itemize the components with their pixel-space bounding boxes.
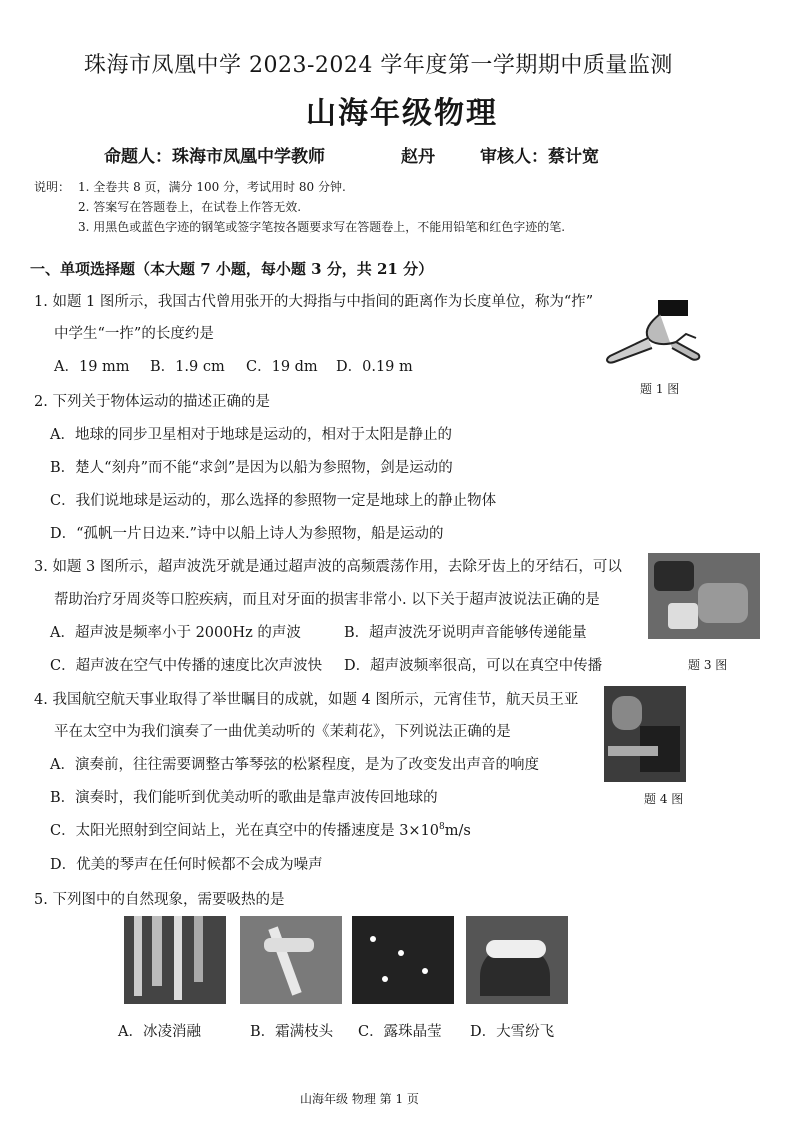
dew-drops-photo xyxy=(352,916,454,1004)
q3-option-b: B．超声波洗牙说明声音能够传递能量 xyxy=(344,625,587,641)
frost-branch-photo xyxy=(240,916,342,1004)
note-item: 2. 答案写在答题卷上，在试卷上作答无效. xyxy=(78,200,302,214)
q4-stem-cont: 平在太空中为我们演奏了一曲优美动听的《茉莉花》，下列说法正确的是 xyxy=(54,724,511,740)
hand-span-figure xyxy=(600,298,710,370)
notes-label: 说明： xyxy=(34,180,71,194)
q1-option-c: C．19 dm xyxy=(246,359,318,375)
reviewer: 审核人：蔡计宽 xyxy=(480,147,599,167)
q5-option-b: B．霜满枝头 xyxy=(250,1024,334,1040)
q4-option-c-exponent: 8 xyxy=(439,822,445,833)
q4-option-c xyxy=(50,819,471,840)
page-footer: 山海年级 物理 第 1 页 xyxy=(300,1092,419,1106)
q1-stem: 1. 如题 1 图所示，我国古代曾用张开的大拇指与中指间的距离作为长度单位，称为“拃” xyxy=(34,294,594,310)
q5-stem: 5. 下列图中的自然现象，需要吸热的是 xyxy=(34,892,285,908)
q1-option-d: D．0.19 m xyxy=(336,359,413,375)
q2-option-c: C．我们说地球是运动的，那么选择的参照物一定是地球上的静止物体 xyxy=(50,493,497,509)
icicles-melting-photo xyxy=(124,916,226,1004)
q4-option-d: D．优美的琴声在任何时候都不会成为噪声 xyxy=(50,857,323,873)
q2-option-b: B．楚人“刻舟”而不能“求剑”是因为以船为参照物，剑是运动的 xyxy=(50,460,453,476)
fig4-caption: 题 4 图 xyxy=(644,792,684,806)
q4-stem: 4. 我国航空航天事业取得了举世瞩目的成就，如题 4 图所示，元宵佳节，航天员王亚 xyxy=(34,692,579,708)
q4-option-b: B．演奏时，我们能听到优美动听的歌曲是靠声波传回地球的 xyxy=(50,790,438,806)
exam-title: 珠海市凤凰中学 2023-2024 学年度第一学期期中质量监测 xyxy=(84,53,673,78)
q3-option-c: C．超声波在空气中传播的速度比次声波快 xyxy=(50,658,323,674)
note-item: 3. 用黑色或蓝色字迹的钢笔或签字笔按各题要求写在答题卷上，不能用铅笔和红色字迹的笔. xyxy=(78,220,566,234)
q1-option-a: A．19 mm xyxy=(54,359,130,375)
q1-stem-cont: 中学生“一拃”的长度约是 xyxy=(54,326,214,342)
q2-option-a: A．地球的同步卫星相对于地球是运动的，相对于太阳是静止的 xyxy=(50,427,452,443)
q1-option-b: B．1.9 cm xyxy=(150,359,225,375)
q3-stem-cont: 帮助治疗牙周炎等口腔疾病，而且对牙面的损害非常小. 以下关于超声波说法正确的是 xyxy=(54,592,600,608)
q3-stem: 3. 如题 3 图所示，超声波洗牙就是通过超声波的高频震荡作用，去除牙齿上的牙结石，可以 xyxy=(34,559,622,575)
section-heading: 一、单项选择题（本大题 7 小题，每小题 3 分，共 21 分） xyxy=(30,260,434,278)
q5-option-c: C．露珠晶莹 xyxy=(358,1024,442,1040)
q3-option-a: A．超声波是频率小于 2000Hz 的声波 xyxy=(50,625,301,641)
fig3-caption: 题 3 图 xyxy=(688,658,728,672)
author-label: 命题人：珠海市凤凰中学教师 xyxy=(104,147,325,167)
q5-option-a: A．冰凌消融 xyxy=(118,1024,201,1040)
q4-option-c-unit: m/s xyxy=(444,823,471,839)
q4-option-a: A．演奏前，往往需要调整古筝琴弦的松紧程度，是为了改变发出声音的响度 xyxy=(50,757,539,773)
q2-option-d: D．“孤帆一片日边来.”诗中以船上诗人为参照物，船是运动的 xyxy=(50,526,444,542)
fig1-caption: 题 1 图 xyxy=(640,382,680,396)
snowfall-photo xyxy=(466,916,568,1004)
q3-option-d: D．超声波频率很高，可以在真空中传播 xyxy=(344,658,603,674)
q4-option-c-text: C．太阳光照射到空间站上，光在真空中的传播速度是 3×10 xyxy=(50,823,440,839)
q2-stem: 2. 下列关于物体运动的描述正确的是 xyxy=(34,394,270,410)
note-item: 1. 全卷共 8 页，满分 100 分，考试用时 80 分钟. xyxy=(78,180,346,194)
space-station-guzheng-photo xyxy=(604,686,686,782)
subject-title: 山海年级物理 xyxy=(306,96,498,131)
q5-option-d: D．大雪纷飞 xyxy=(470,1024,555,1040)
ultrasonic-teeth-photo xyxy=(648,553,760,639)
author-name: 赵丹 xyxy=(401,147,435,167)
